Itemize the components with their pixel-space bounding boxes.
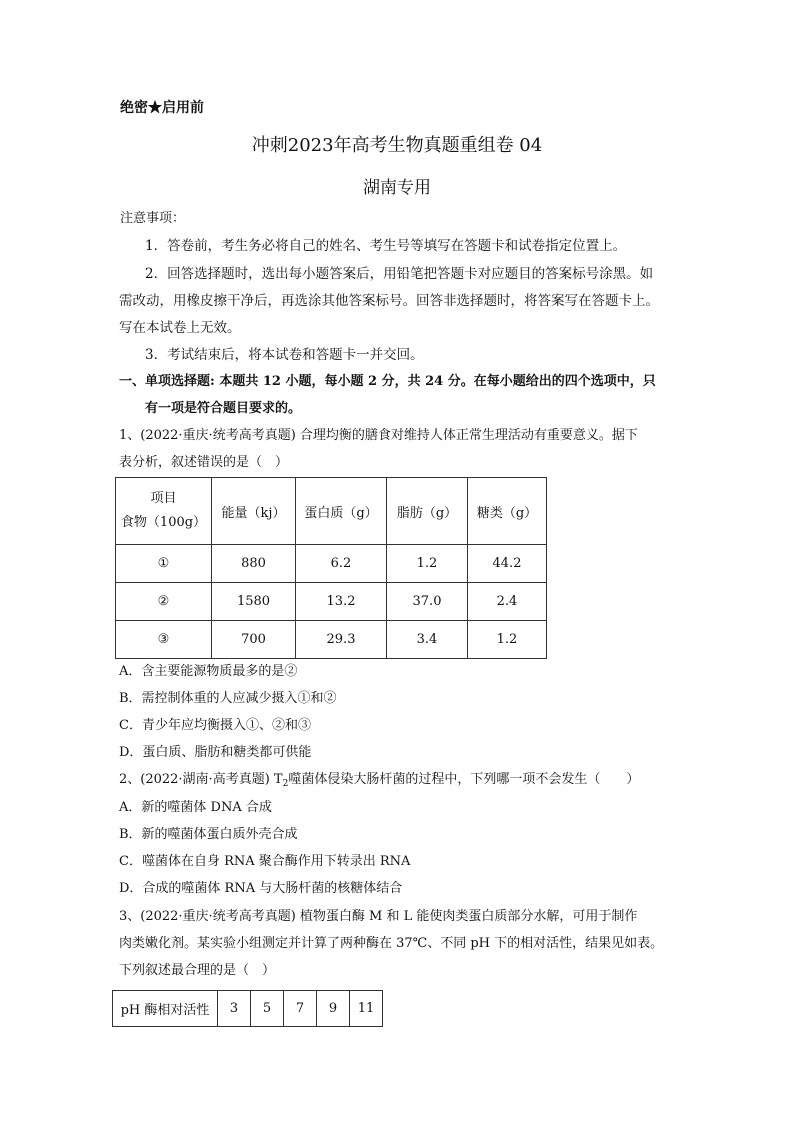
ph-header-cell: pH 酶相对活性: [113, 991, 218, 1027]
table-cell: 1580: [212, 583, 296, 621]
q3-stem-line-3: 下列叙述最合理的是（ ）: [119, 963, 276, 978]
table-cell: 13.2: [296, 583, 387, 621]
q2-stem-pre: 2、(2022·湖南·高考真题) T: [119, 772, 283, 787]
row-label: ③: [116, 621, 212, 659]
note-item-2-line-3: 写在本试卷上无效。: [119, 320, 241, 336]
table-row: [116, 545, 547, 583]
table-cell: 6.2: [296, 545, 387, 583]
q1-option-b: B．需控制体重的人应减少摄入①和②: [119, 691, 337, 706]
q2-stem-subscript: 2: [282, 779, 289, 789]
ph-value-cell: 5: [251, 991, 284, 1027]
q2-option-b: B．新的噬菌体蛋白质外壳合成: [119, 827, 298, 842]
row-label: ②: [116, 583, 212, 621]
table-cell: 700: [212, 621, 296, 659]
ph-value-cell: 9: [317, 991, 350, 1027]
section-1-heading-cont: 有一项是符合题目要求的。: [145, 401, 302, 416]
corner-top-label: 项目: [150, 491, 177, 506]
ph-value-cell: 3: [218, 991, 251, 1027]
q2-option-c: C．噬菌体在自身 RNA 聚合酶作用下转录出 RNA: [119, 854, 411, 869]
note-item-2-line-1: 2．回答选择题时，选出每小题答案后，用铅笔把答题卡对应题目的答案标号涂黑。如: [145, 266, 654, 282]
q2-option-a: A．新的噬菌体 DNA 合成: [119, 800, 272, 815]
note-item-3: 3．考试结束后，将本试卷和答题卡一并交回。: [145, 347, 424, 363]
note-item-1: 1．答卷前，考生务必将自己的姓名、考生号等填写在答题卡和试卷指定位置上。: [145, 238, 627, 254]
table-cell: 880: [212, 545, 296, 583]
table-header-row: [116, 478, 547, 545]
q1-option-c: C．青少年应均衡摄入①、②和③: [119, 718, 311, 733]
table-cell: 1.2: [468, 621, 547, 659]
table-cell: 44.2: [468, 545, 547, 583]
header-carbs: 糖类（g）: [468, 478, 547, 545]
table-row: [113, 991, 383, 1027]
row-label: ①: [116, 545, 212, 583]
q2-option-d: D．合成的噬菌体 RNA 与大肠杆菌的核糖体结合: [119, 881, 403, 896]
q3-stem-line-1: 3、(2022·重庆·统考高考真题) 植物蛋白酶 M 和 L 能使肉类蛋白质部分水解，可用于制作: [119, 909, 638, 924]
nutrition-table: [115, 477, 547, 659]
exam-title: 冲刺2023年高考生物真题重组卷 04: [251, 135, 543, 156]
table-row: [116, 621, 547, 659]
header-fat: 脂肪（g）: [387, 478, 468, 545]
q2-stem-post: 噬菌体侵染大肠杆菌的过程中，下列哪一项不会发生（ ）: [288, 772, 640, 787]
ph-value-cell: 7: [284, 991, 317, 1027]
note-item-2-line-2: 需改动，用橡皮擦干净后，再选涂其他答案标号。回答非选择题时，将答案写在答题卡上。: [119, 293, 659, 309]
confidential-mark: 绝密★启用前: [120, 100, 204, 116]
table-cell: 2.4: [468, 583, 547, 621]
q3-stem-line-2: 肉类嫩化剂。某实验小组测定并计算了两种酶在 37℃、不同 pH 下的相对活性，结果见如表。: [119, 936, 664, 951]
table-cell: 29.3: [296, 621, 387, 659]
corner-bottom-label: 食物（100g）: [120, 515, 207, 530]
ph-value-cell: 11: [350, 991, 383, 1027]
q1-stem-line-1: 1、(2022·重庆·统考高考真题) 合理均衡的膳食对维持人体正常生理活动有重要意义。据下: [119, 428, 638, 443]
q2-stem: [119, 768, 639, 789]
table-corner-cell: [116, 478, 212, 545]
header-protein: 蛋白质（g）: [296, 478, 387, 545]
exam-subtitle: 湖南专用: [363, 178, 431, 198]
ph-activity-table: [112, 990, 383, 1027]
q1-option-a: A．含主要能源物质最多的是②: [119, 664, 298, 679]
table-cell: 1.2: [387, 545, 468, 583]
table-cell: 3.4: [387, 621, 468, 659]
header-energy: 能量（kj）: [212, 478, 296, 545]
q1-stem-line-2: 表分析，叙述错误的是（ ）: [119, 455, 289, 470]
notes-heading: 注意事项：: [120, 211, 186, 226]
q1-option-d: D．蛋白质、脂肪和糖类都可供能: [119, 745, 312, 760]
table-row: [116, 583, 547, 621]
table-cell: 37.0: [387, 583, 468, 621]
section-1-heading: 一、单项选择题: 本题共 12 小题，每小题 2 分，共 24 分。在每小题给出的四个选项中，只: [119, 374, 656, 389]
